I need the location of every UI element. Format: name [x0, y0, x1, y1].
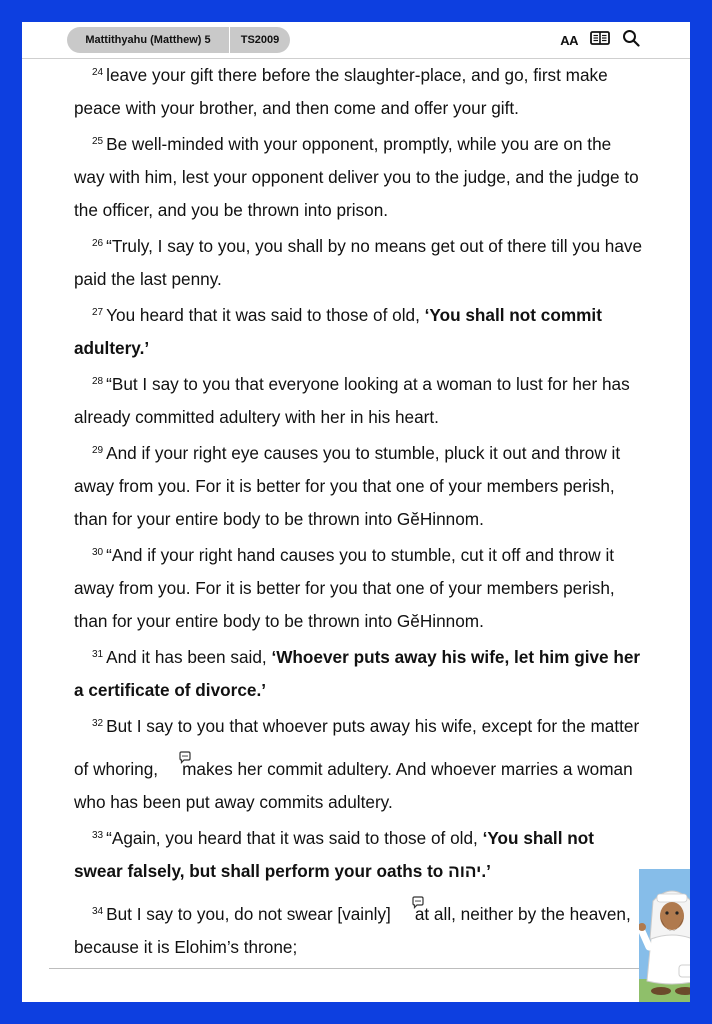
reader-book-icon[interactable] [590, 30, 610, 51]
verse-number[interactable]: 29 [92, 445, 104, 456]
search-icon[interactable] [622, 29, 640, 52]
verse-24: $^{24}$ leave your gift there before the slaughter-place, and go, first make peace with your brother, and then come and offer your gift. [74, 65, 608, 118]
verse-31: $^{31}$ And it has been said, ‘Whoever puts away his wife, let him give her a certificate of divorce.’ [74, 647, 641, 700]
quoted-text: ‘You shall not swear falsely, but shall perform your oaths to יהוה.’ [74, 828, 594, 881]
verse-29: $^{29}$ And if your right eye causes you to stumble, pluck it out and throw it away from you. For it is better for you that one of your members perish, than for your entire body to be thrown into GĕHinnom. [74, 443, 621, 529]
footnote-icon[interactable] [160, 743, 174, 757]
verse-34: $^{34}$ But I say to you, do not swear [vainly] at all, neither by the heaven, because it is Elohim’s throne; [74, 888, 646, 964]
verse-number[interactable]: 34 [92, 906, 104, 917]
verse-28: $^{28}$ “But I say to you that everyone looking at a woman to lust for her has already committed adultery with her in his heart. [74, 374, 630, 427]
verse-number[interactable]: 32 [92, 718, 104, 729]
verse-number[interactable]: 28 [92, 376, 104, 387]
chapter-text [74, 56, 646, 964]
quoted-text: ‘Whoever puts away his wife, let him give her a certificate of divorce.’ [74, 647, 641, 700]
version-selector[interactable]: TS2009 [230, 27, 290, 53]
verse-number[interactable]: 30 [92, 547, 104, 558]
verse-number[interactable]: 26 [92, 238, 104, 249]
verse-number[interactable]: 33 [92, 830, 104, 841]
verse-32: $^{32}$ But I say to you that whoever puts away his wife, except for the matter of whoring, makes her commit adultery. And whoever marries a woman who has been put away commits adultery. [74, 716, 640, 812]
book-chapter-selector[interactable]: Mattithyahu (Matthew) 5 [67, 27, 229, 53]
verse-26: $^{26}$ “Truly, I say to you, you shall by no means get out of there till you have paid the last penny. [74, 236, 643, 289]
reader-page [22, 22, 690, 1002]
verse-27: $^{27}$ You heard that it was said to those of old, ‘You shall not commit adultery.’ [74, 305, 602, 358]
reader-toolbar [22, 22, 690, 59]
verse-30: $^{30}$ “And if your right hand causes you to stumble, cut it off and throw it away from you. For it is better for you that one of your members perish, than for your entire body to be thrown into GĕHinnom. [74, 545, 615, 631]
quoted-text: ‘You shall not commit adultery.’ [74, 305, 602, 358]
character-illustration-icon [639, 869, 690, 1002]
verse-number[interactable]: 31 [92, 649, 104, 660]
verse-33: $^{33}$ “Again, you heard that it was said to those of old, ‘You shall not swear falsely, but shall perform your oaths to יהוה.’ [74, 828, 594, 881]
toolbar-actions [560, 30, 640, 50]
verse-number[interactable]: 24 [92, 67, 104, 78]
footnote-icon[interactable] [393, 888, 407, 902]
text-size-icon[interactable]: AA [560, 32, 578, 48]
verse-number[interactable]: 27 [92, 307, 104, 318]
bottom-divider [49, 968, 645, 969]
verse-25: $^{25}$ Be well-minded with your opponent, promptly, while you are on the way with him, lest your opponent deliver you to the judge, and the judge to the officer, and you be thrown into prison. [74, 134, 639, 220]
verse-number[interactable]: 25 [92, 136, 104, 147]
